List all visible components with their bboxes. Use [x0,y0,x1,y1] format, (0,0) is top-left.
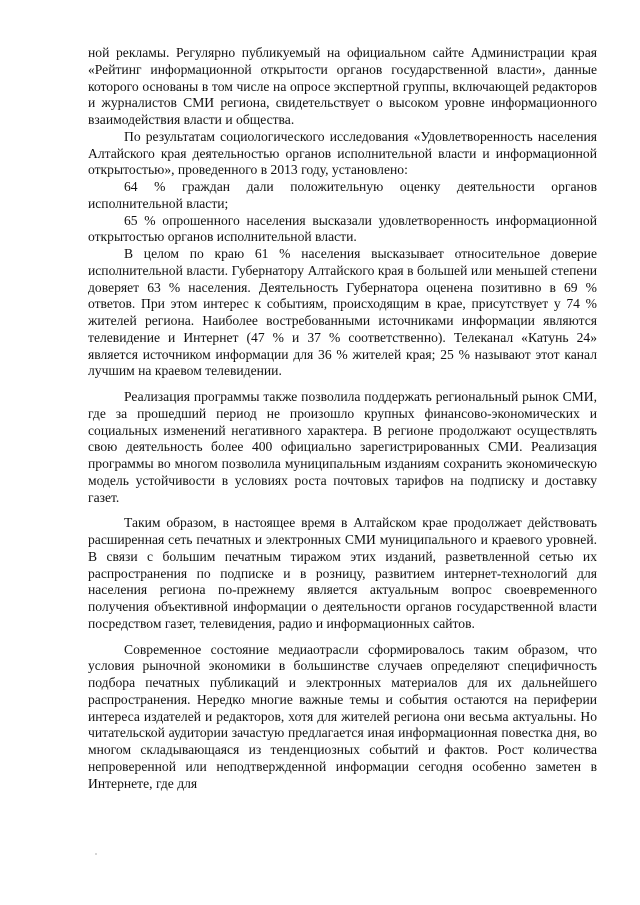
paragraph-survey-item-1: 64 % граждан дали положительную оценку деятельности органов исполнительной власти; [88,179,597,211]
paragraph-media-state: Современное состояние медиаотрасли сформировалось таким образом, что условия рыночной экономики в большинстве случаев определяют специфичность подбора печатных публикаций и электронных материалов для их дальнейшего распространения. Нередко многие важные темы и события остаются на периферии интереса издателей и редакторов, хотя для жителей региона они весьма актуальны. Но читательской аудитории зачастую предлагается иная информационная повестка дня, во многом складывающаяся из тенденциозных событий и фактов. Рост количества непроверенной или неподтвержденной информации сегодня особенно заметен в Интернете, где для [88,641,597,791]
paragraph-media-market: Реализация программы также позволила поддержать региональный рынок СМИ, где за прошедший период не произошло крупных финансово-экономических и социальных изменений негативного характера. В регионе продолжают осуществлять свою деятельность более 400 официально зарегистрированных СМИ. Реализация программы во многом позволила муниципальным изданиям сохранить экономическую модель устойчивости в условиях роста почтовых тарифов на подписку и доставку газет. [88,389,597,505]
paragraph-continuation: ной рекламы. Регулярно публикуемый на официальном сайте Администрации края «Рейтинг информационной открытости органов государственной власти», данные которого основаны в том числе на опросе экспертной группы, включающей редакторов и журналистов СМИ региона, свидетельствует о высоком уровне информационного взаимодействия власти и общества. [88,45,597,127]
paragraph-trust: В целом по краю 61 % населения высказывает относительное доверие исполнительной власти. Губернатору Алтайского края в большей или меньшей степени доверяет 63 % населения. Деятельность Губернатора оценена позитивно в 69 % ответов. При этом интерес к событиям, происходящим в крае, присутствует у 74 % жителей региона. Наиболее востребованными источниками информации являются телевидение и Интернет (47 % и 37 % соответственно). Телеканал «Катунь 24» является источником информации для 36 % жителей края; 25 % называют этот канал лучшим на краевом телевидении. [88,246,597,379]
document-body [88,45,597,792]
paragraph-survey-item-2: 65 % опрошенного населения высказали удовлетворенность информационной открытостью органов исполнительной власти. [88,212,597,245]
paragraph-survey-intro: По результатам социологического исследования «Удовлетворенность населения Алтайского края деятельностью органов исполнительной власти и информационной открытостью», проведенного в 2013 году, установлено: [88,128,597,178]
paragraph-media-network: Таким образом, в настоящее время в Алтайском крае продолжает действовать расширенная сеть печатных и электронных СМИ муниципального и краевого уровней. В связи с большим печатным тиражом этих изданий, разветвленной сетью их распространения по подписке и в розницу, развитием интернет-технологий для населения региона по-прежнему является актуальным вопрос своевременного получения объективной информации о деятельности органов государственной власти посредством газет, телевидения, радио и информационных сайтов. [88,515,597,631]
scan-speck [95,853,97,855]
